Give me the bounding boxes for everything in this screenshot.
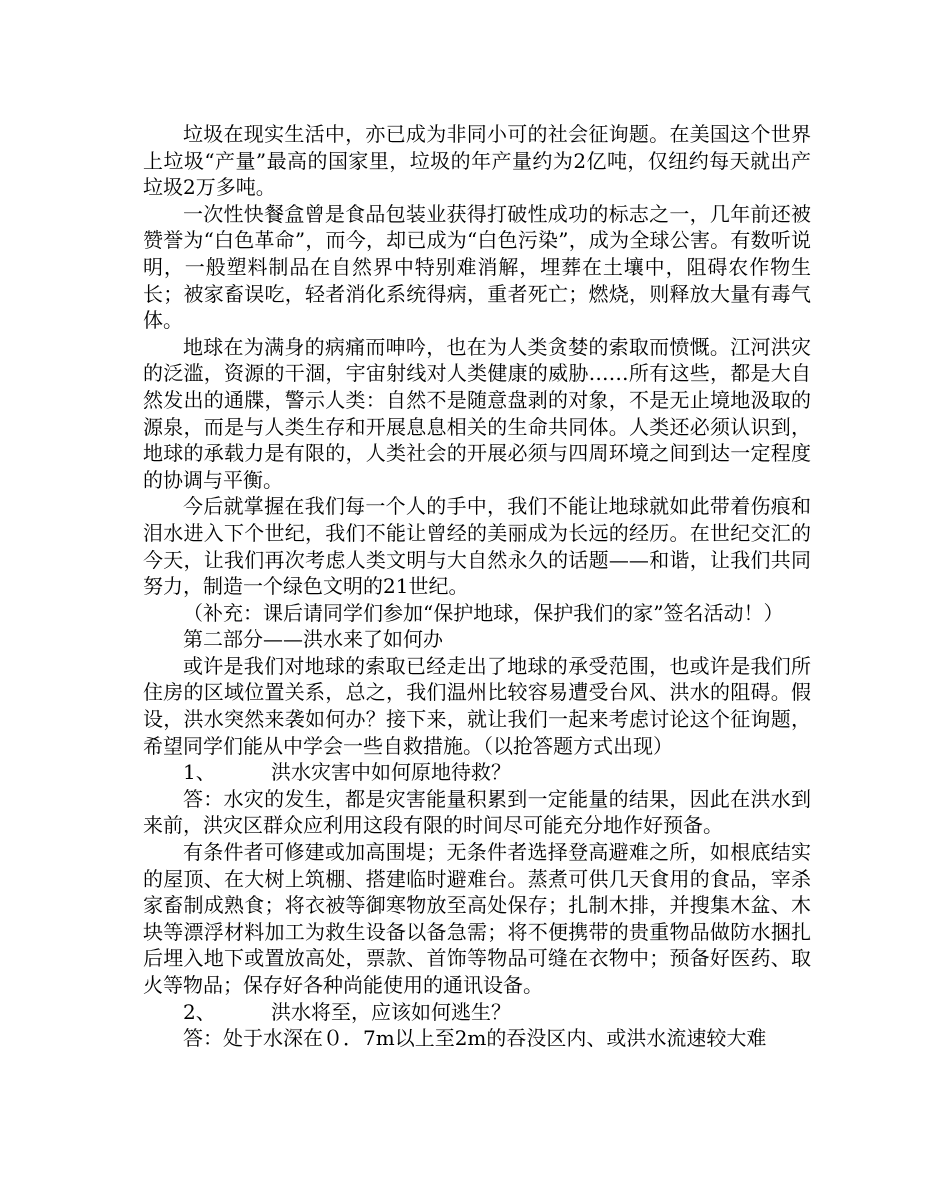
paragraph-future: 今后就掌握在我们每一个人的手中，我们不能让地球就如此带着伤痕和泪水进入下个世纪，我们不能让曾经的美丽成为长远的经历。在世纪交汇的今天，让我们再次考虑人类文明与大自然永久的话题——和谐，让我们共同努力，制造一个绿色文明的21世纪。 [143,494,811,599]
paragraph-foam-box: 一次性快餐盒曾是食品包装业获得打破性成功的标志之一，几年前还被赞誉为“白色革命”，而今，却已成为“白色污染”，成为全球公害。有数听说明，一般塑料制品在自然界中特别难消解，埋葬在土壤中，阻碍农作物生长；被家畜误吃，轻者消化系统得病，重者死亡；燃烧，则释放大量有毒气体。 [143,201,811,333]
document-body [143,121,811,1052]
question-2-text: 洪水将至，应该如何逃生？ [271,999,511,1024]
question-2 [143,999,811,1026]
question-1 [143,759,811,786]
question-2-number: 2、 [183,999,216,1024]
paragraph-intro-flood: 或许是我们对地球的索取已经走出了地球的承受范围，也或许是我们所住房的区域位置关系，总之，我们温州比较容易遭受台风、洪水的阻碍。假设，洪水突然来袭如何办？接下来，就让我们一起来考虑讨论这个征询题，希望同学们能从中学会一些自救措施。（以抢答题方式出现） [143,653,811,758]
answer-1-paragraph-1: 答：水灾的发生，都是灾害能量积累到一定能量的结果，因此在洪水到来前，洪灾区群众应利用这段有限的时间尽可能充分地作好预备。 [143,786,811,838]
question-1-text: 洪水灾害中如何原地待救？ [271,760,511,785]
paragraph-earth: 地球在为满身的病痛而呻吟，也在为人类贪婪的索取而愤慨。江河洪灾的泛滥，资源的干涸，宇宙射线对人类健康的威胁……所有这些，都是大自然发出的通牒，警示人类：自然不是随意盘剥的对象，不是无止境地汲取的源泉，而是与人类生存和开展息息相关的生命共同体。人类还必须认识到，地球的承载力是有限的，人类社会的开展必须与四周环境之间到达一定程度的协调与平衡。 [143,334,811,492]
section-heading-part-two: 第二部分——洪水来了如何办 [183,627,443,652]
answer-1-paragraph-2: 有条件者可修建或加高围堤；无条件者选择登高避难之所，如根底结实的屋顶、在大树上筑棚、搭建临时避难台。蒸煮可供几天食用的食品，宰杀家畜制成熟食；将衣被等御寒物放至高处保存；扎制木排，并搜集木盆、木块等漂浮材料加工为救生设备以备急需；将不便携带的贵重物品做防水捆扎后埋入地下或置放高处，票款、首饰等物品可缝在衣物中；预备好医药、取火等物品；保存好各种尚能使用的通讯设备。 [143,840,811,997]
paragraph-supplement: （补充：课后请同学们参加“保护地球，保护我们的家”签名活动！） [183,600,784,625]
question-1-number: 1、 [183,760,216,785]
paragraph-garbage: 垃圾在现实生活中，亦已成为非同小可的社会征询题。在美国这个世界上垃圾“产量”最高的国家里，垃圾的年产量约为2亿吨，仅纽约每天就出产垃圾2万多吨。 [143,122,811,200]
answer-2-paragraph-1: 答：处于水深在０．7m以上至2m的吞没区内、或洪水流速较大难 [183,1026,767,1051]
